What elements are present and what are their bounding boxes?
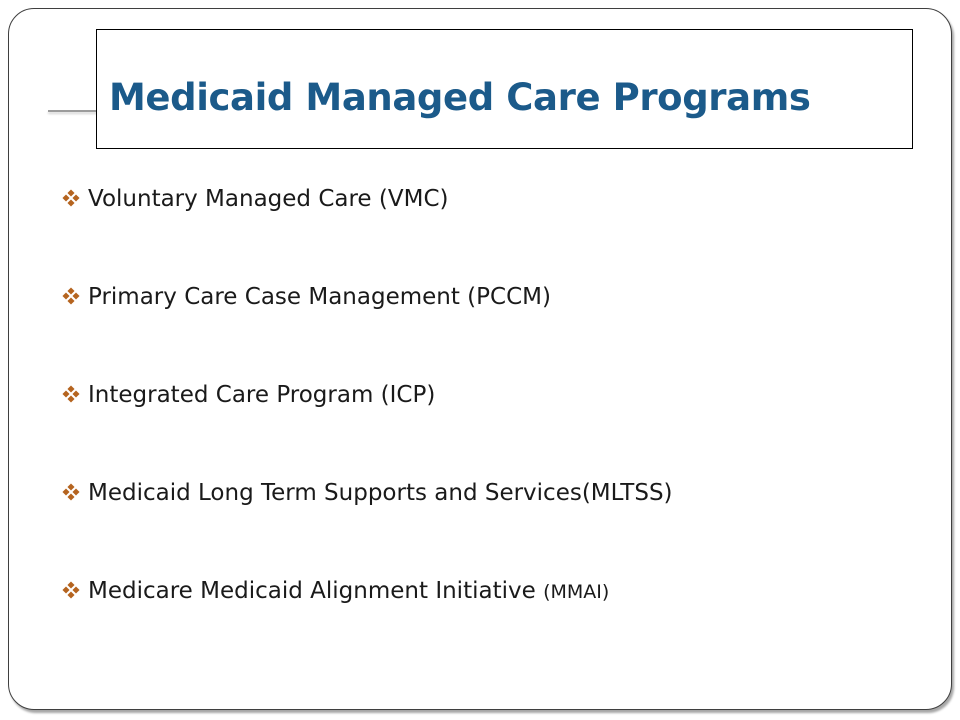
list-item xyxy=(62,276,922,374)
page-title: Medicaid Managed Care Programs xyxy=(109,76,811,119)
list-item xyxy=(62,570,922,668)
list-item-text: Primary Care Case Management (PCCM) xyxy=(88,284,551,310)
title-box xyxy=(96,29,913,149)
diamond-bullet-icon xyxy=(62,483,80,501)
list-item-text: Integrated Care Program (ICP) xyxy=(88,382,436,408)
diamond-bullet-icon xyxy=(62,189,80,207)
list-item xyxy=(62,374,922,472)
diamond-bullet-icon xyxy=(62,287,80,305)
diamond-bullet-icon xyxy=(62,581,80,599)
list-item xyxy=(62,178,922,276)
bullet-list xyxy=(62,178,922,668)
list-item-text: Medicare Medicaid Alignment Initiative (MMAI) xyxy=(88,578,610,604)
list-item-text: Voluntary Managed Care (VMC) xyxy=(88,186,449,212)
diamond-bullet-icon xyxy=(62,385,80,403)
list-item-text: Medicaid Long Term Supports and Services(MLTSS) xyxy=(88,480,673,506)
list-item xyxy=(62,472,922,570)
title-accent-line xyxy=(48,110,98,112)
